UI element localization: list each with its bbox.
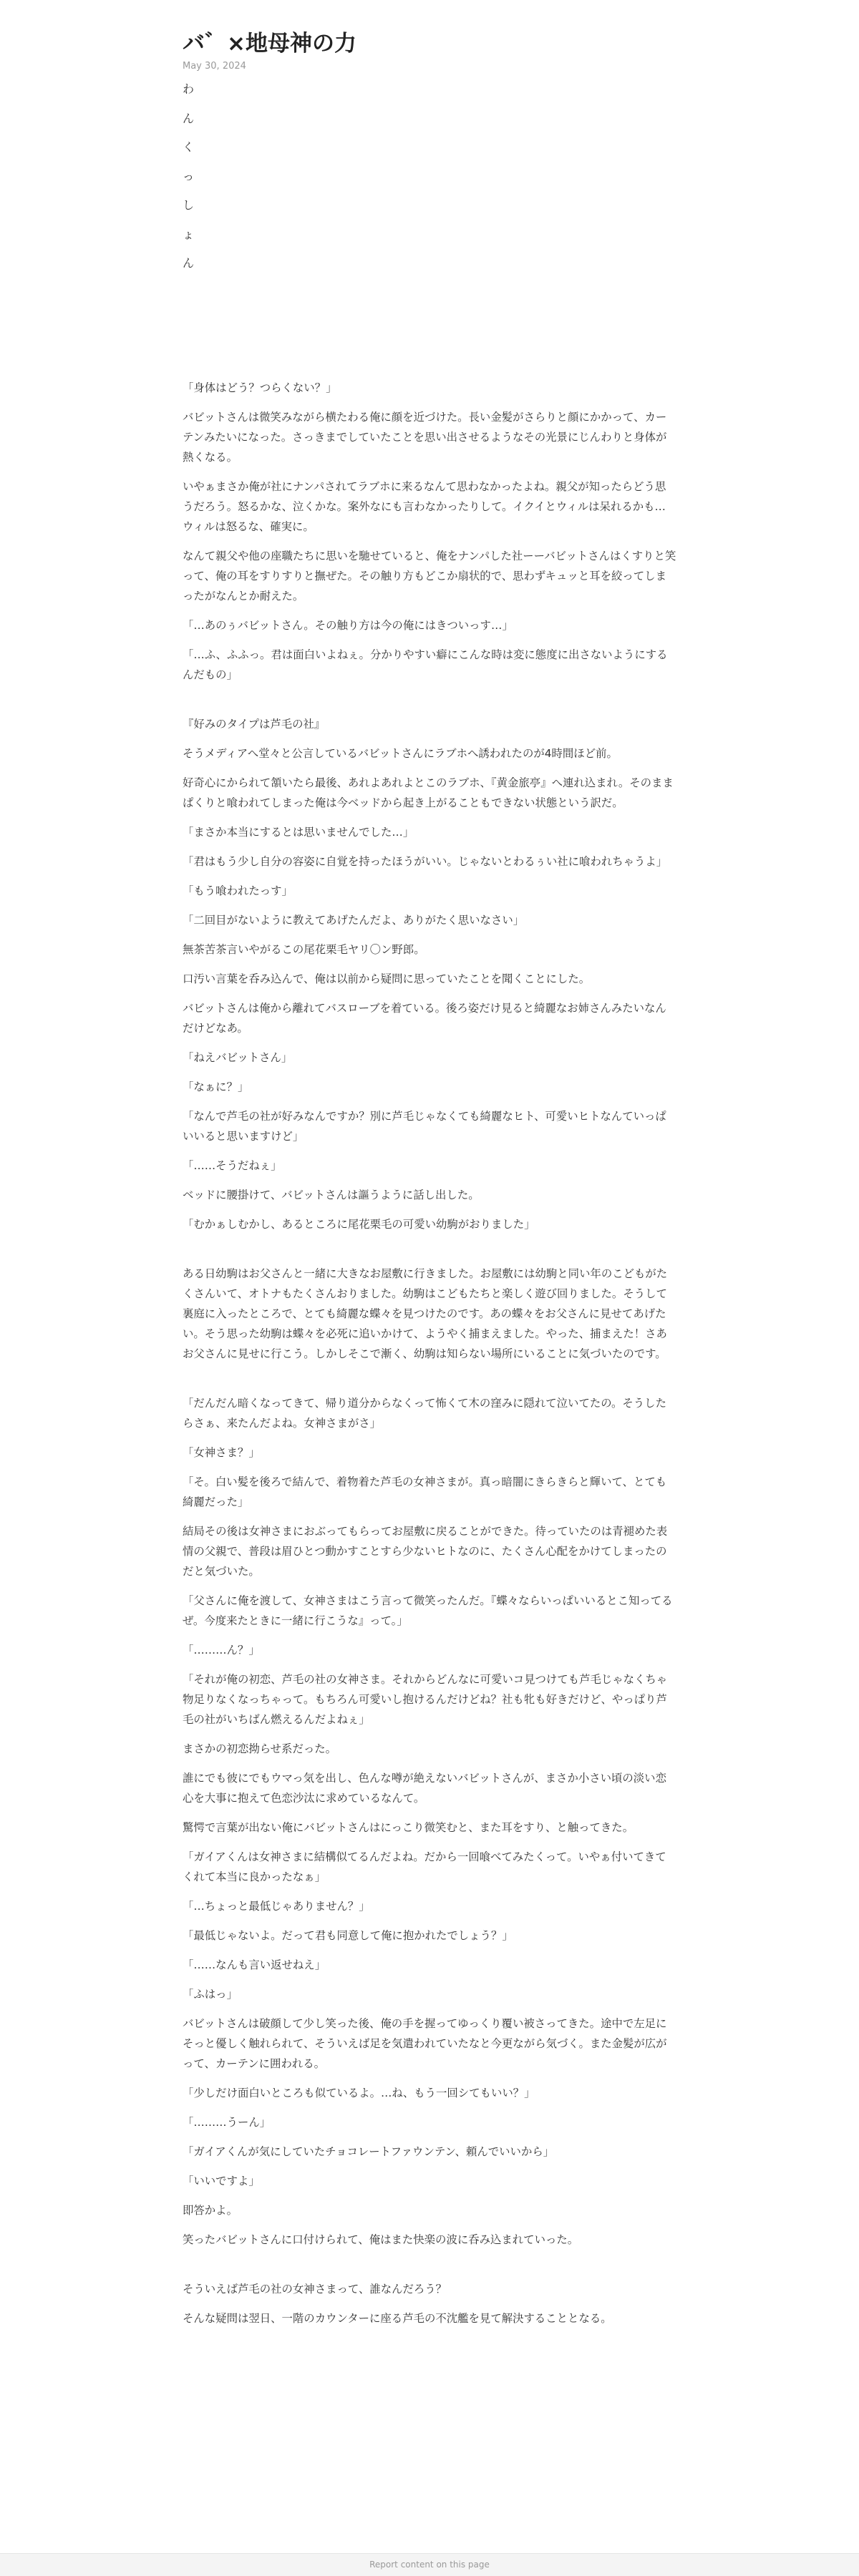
section-break [183,1373,676,1393]
paragraph: 結局その後は女神さまにおぶってもらってお屋敷に戻ることができた。待っていたのは青褪めた表情の父親で、普段は眉ひとつ動かすことすら少ないヒトなのに、たくさん心配をかけてしまったのだと気づいた。 [183,1524,668,1578]
paragraph: 「……なんも言い返せねえ」 [183,1958,326,1971]
paragraph: 口汚い言葉を呑み込んで、俺は以前から疑問に思っていたことを聞くことにした。 [183,972,591,985]
paragraph: いやぁまさか俺が社にナンパされてラブホに来るなんて思わなかったよね。親父が知ったらどう思うだろう。怒るかな、泣くかな。案外なにも言わなかったりして。イクイとウィルは呆れるかも…ウィルは怒るな、確実に。 [183,479,666,533]
paragraph: 「ふはっ」 [183,1987,238,2001]
paragraph: 「それが俺の初恋、芦毛の社の女神さま。それからどんなに可愛いコ見つけても芦毛じゃなくちゃ物足りなくなっちゃって。もちろん可愛いし抱けるんだけどね？社も牝も好きだけど、やっぱり芦毛の社がいちばん燃えるんだよねぇ」 [183,1672,668,1726]
section-break [183,2259,676,2279]
paragraph: 「…ちょっと最低じゃありません？」 [183,1899,370,1913]
paragraph: 「…あのぅバビットさん。その触り方は今の俺にはきついっす…」 [183,618,513,632]
paragraph: 誰にでも彼にでもウマっ気を出し、色んな噂が絶えないバビットさんが、まさか小さい頃の淡い恋心を大事に抱えて色恋沙汰に求めているなんて。 [183,1771,666,1805]
paragraph: 「ガイアくんは女神さまに結構似てるんだよね。だから一回喰べてみたくって。いやぁ付いてきてくれて本当に良かったなぁ」 [183,1850,666,1883]
story-body [183,378,676,2328]
vertical-char: し [183,198,195,212]
paragraph: 「むかぁしむかし、あるところに尾花栗毛の可愛い幼駒がおりました」 [183,1217,535,1231]
paragraph: まさかの初恋拗らせ系だった。 [183,1742,337,1755]
paragraph: そんな疑問は翌日、一階のカウンターに座る芦毛の不沈艦を見て解決することとなる。 [183,2311,612,2325]
paragraph: 笑ったバビットさんに口付けられて、俺はまた快楽の波に呑み込まれていった。 [183,2233,579,2246]
paragraph: 無茶苦茶言いやがるこの尾花栗毛ヤリ〇ン野郎。 [183,942,425,956]
paragraph: 「少しだけ面白いところも似ているよ。…ね、もう一回シてもいい？」 [183,2086,535,2099]
paragraph: 「父さんに俺を渡して、女神さまはこう言って微笑ったんだ。『蝶々ならいっぱいいるとこ知ってるぜ。今度来たときに一緒に行こうな』って。」 [183,1594,673,1627]
paragraph: 「もう喰われたっす」 [183,884,293,897]
paragraph: バビットさんは破顔して少し笑った後、俺の手を握ってゆっくり覆い被さってきた。途中で左足にそっと優しく触れられて、そういえば足を気遣われていたなと今更ながら気づく。また金髪が広がって、カーテンに囲われる。 [183,2016,667,2070]
paragraph: バビットさんは俺から離れてバスローブを着ている。後ろ姿だけ見ると綺麗なお姉さんみたいなんだけどなあ。 [183,1001,666,1035]
paragraph: 『好みのタイプは芦毛の社』 [183,717,326,731]
paragraph: 即答かよ。 [183,2203,238,2217]
vertical-char: ん [183,111,195,125]
section-break [183,1244,676,1264]
paragraph: 「……そうだねぇ」 [183,1158,282,1172]
vertical-char: ょ [183,227,195,241]
paragraph: 「最低じゃないよ。だって君も同意して俺に抱かれたでしょう？」 [183,1928,513,1942]
paragraph: 「………うーん」 [183,2115,271,2129]
paragraph: 「そ。白い髪を後ろで結んで、着物着た芦毛の女神さまが。真っ暗闇にきらきらと輝いて、とても綺麗だった」 [183,1475,667,1508]
vertical-char: ん [183,256,195,270]
paragraph: バビットさんは微笑みながら横たわる俺に顔を近づけた。長い金髪がさらりと顔にかかって、カーテンみたいになった。さっきまでしていたことを思い出させるようなその光景にじんわりと身体が熱くなる。 [183,410,667,464]
vertical-char: っ [183,169,195,183]
paragraph: 「身体はどう？つらくない？」 [183,381,337,394]
paragraph: ベッドに腰掛けて、バビットさんは謳うように話し出した。 [183,1188,480,1201]
section-break [183,694,676,714]
vertical-char: く [183,140,195,154]
footer [0,2553,859,2576]
paragraph: 「…ふ、ふふっ。君は面白いよねぇ。分かりやすい癖にこんな時は変に態度に出さないようにするんだもの」 [183,648,668,681]
post-date: May 30, 2024 [183,61,246,72]
page-title: バ゛×地母神の力 [183,31,356,57]
paragraph: なんて親父や他の座職たちに思いを馳せていると、俺をナンパした社ーーバビットさんはくすりと笑って、俺の耳をすりすりと撫ぜた。その触り方もどこか扇状的で、思わずキュッと耳を絞ってしまったがなんとか耐えた。 [183,549,676,602]
vertical-char: わ [183,82,195,96]
spacer [183,286,676,378]
paragraph: ある日幼駒はお父さんと一緒に大きなお屋敷に行きました。お屋敷には幼駒と同い年のこどもがたくさんいて、オトナもたくさんおりました。幼駒はこどもたちと楽しく遊び回りました。そうして裏庭に入ったところで、とても綺麗な蝶々を見つけたのです。あの蝶々をお父さんに見せてあげたい。そう思った幼駒は蝶々を必死に追いかけて、ようやく捕まえました。やった、捕まえた！さあお父さんに見せに行こう。しかしそこで漸く、幼駒は知らない場所にいることに気づいたのです。 [183,1267,668,1360]
vertical-onomatopoeia [183,82,676,286]
paragraph: 「ガイアくんが気にしていたチョコレートファウンテン、頼んでいいから」 [183,2145,555,2158]
paragraph: 驚愕で言葉が出ない俺にバビットさんはにっこり微笑むと、また耳をすり、と触ってきた。 [183,1820,634,1834]
paragraph: 「なぁに？」 [183,1080,249,1093]
paragraph: 「………ん？」 [183,1643,260,1657]
paragraph: 「ねえバビットさん」 [183,1050,293,1064]
paragraph: 「君はもう少し自分の容姿に自覚を持ったほうがいい。じゃないとわるぅい社に喰われちゃうよ」 [183,854,668,868]
paragraph: 好奇心にかられて頷いたら最後、あれよあれよとこのラブホ、『黄金旅亭』へ連れ込まれ。そのままぱくりと喰われてしまった俺は今ベッドから起き上がることもできない状態という訳だ。 [183,776,674,809]
paragraph: そういえば芦毛の社の女神さまって、誰なんだろう？ [183,2282,447,2296]
paragraph: 「二回目がないように教えてあげたんだよ、ありがたく思いなさい」 [183,913,525,927]
paragraph: 「いいですよ」 [183,2174,260,2187]
paragraph: 「女神さま？」 [183,1445,260,1459]
article [183,29,676,2338]
report-content-link[interactable]: Report content on this page [369,2560,490,2570]
paragraph: 「だんだん暗くなってきて、帰り道分からなくって怖くて木の窪みに隠れて泣いてたの。そうしたらさぁ、来たんだよね。女神さまがさ」 [183,1396,666,1430]
paragraph: 「なんで芦毛の社が好みなんですか？別に芦毛じゃなくても綺麗なヒト、可愛いヒトなんていっぱいいると思いますけど」 [183,1109,666,1143]
paragraph: そうメディアへ堂々と公言しているバビットさんにラブホへ誘われたのが4時間ほど前。 [183,746,618,760]
paragraph: 「まさか本当にするとは思いませんでした…」 [183,825,414,839]
